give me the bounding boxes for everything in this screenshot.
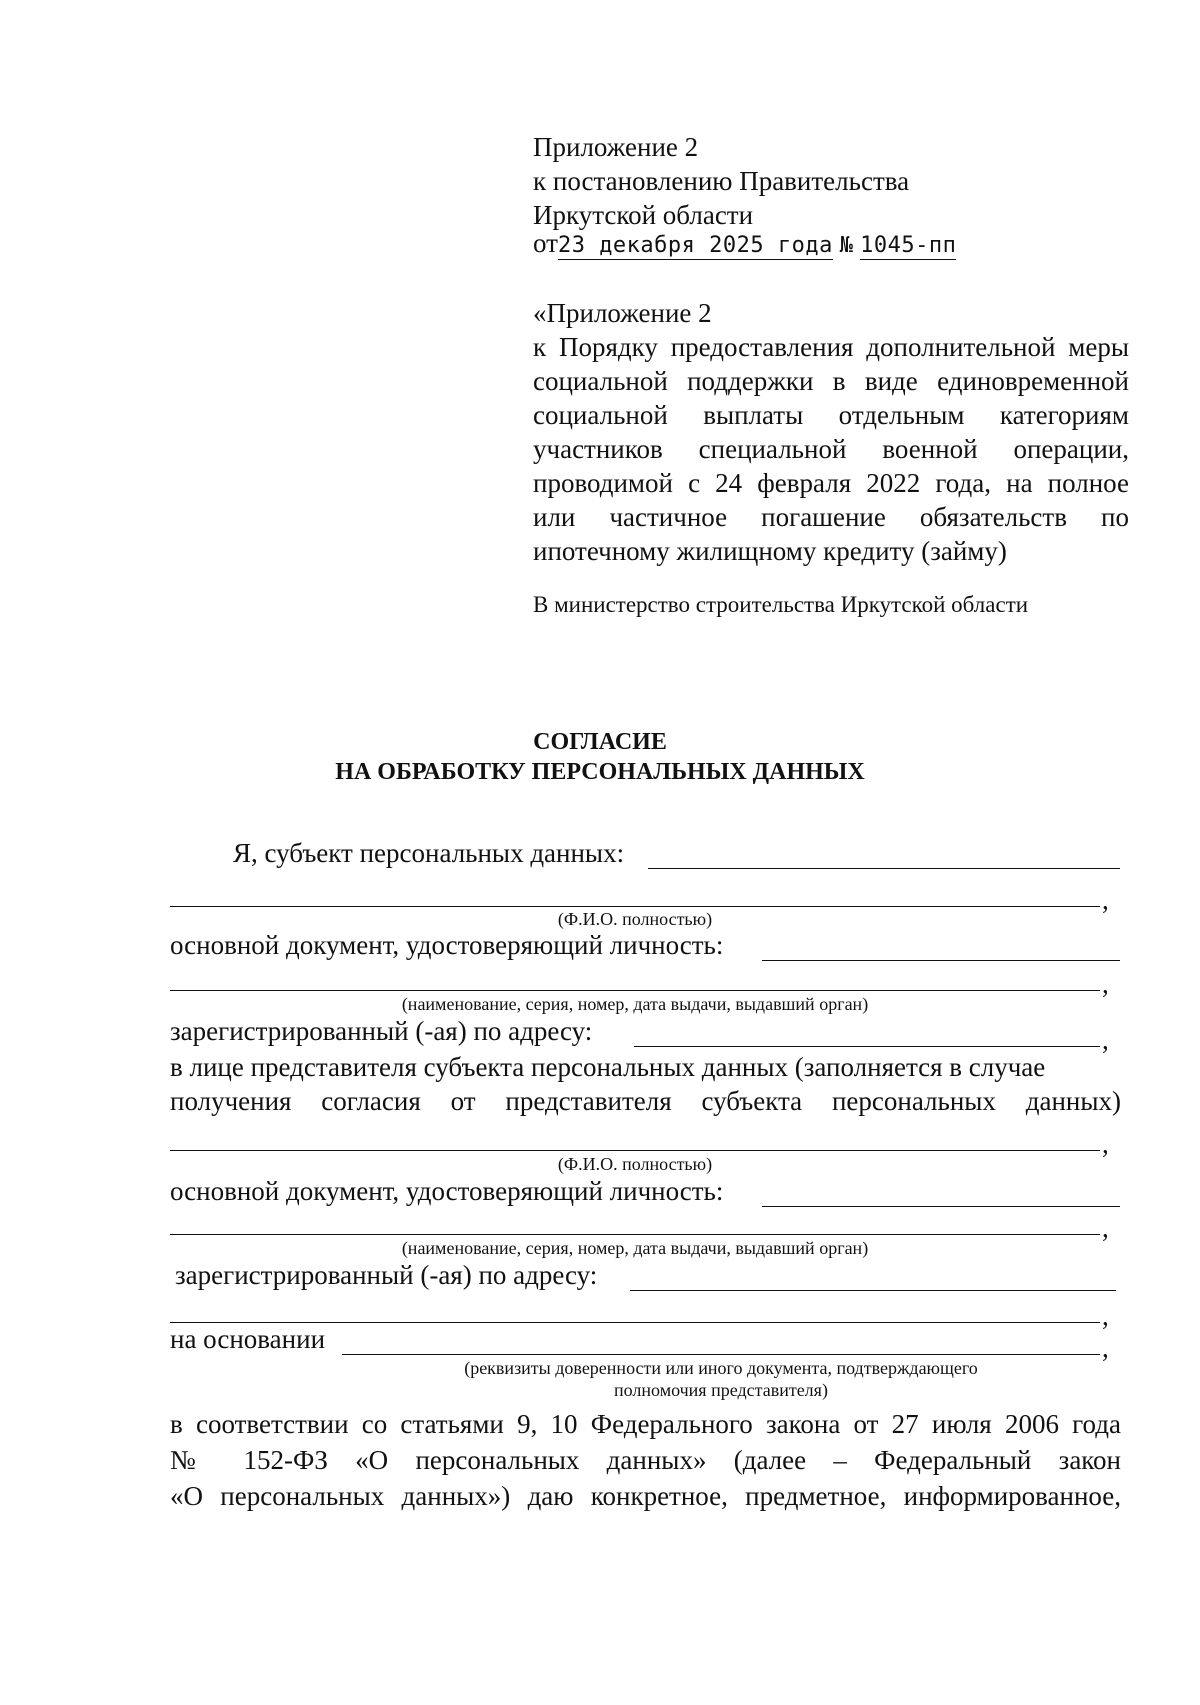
header-number-label: №	[839, 233, 854, 258]
header-number-value: 1045-пп	[860, 233, 957, 258]
representative-name-field[interactable]	[170, 1150, 1100, 1151]
representative-address-label: зарегистрированный (-ая) по адресу:	[175, 1260, 598, 1290]
caption-document: (наименование, серия, номер, дата выдачи, выдавший орган)	[401, 994, 869, 1014]
header-resolution: к постановлению Правительства	[533, 166, 910, 196]
subject-document-label: основной документ, удостоверяющий личность:	[170, 930, 724, 960]
appendix-line: ипотечному жилищному кредиту (займу)	[533, 536, 1007, 566]
comma: ,	[1102, 969, 1109, 999]
comma: ,	[1102, 885, 1109, 915]
document-title: СОГЛАСИЕ	[533, 729, 667, 755]
appendix-line: социальной поддержки в виде единовременной	[533, 366, 1129, 396]
caption-document-representative: (наименование, серия, номер, дата выдачи, выдавший орган)	[401, 1238, 869, 1258]
caption-basis-2: полномочия представителя)	[614, 1380, 828, 1400]
header-date-line	[533, 226, 956, 263]
comma: ,	[1102, 1129, 1109, 1159]
caption-fio: (Ф.И.О. полностью)	[557, 909, 713, 929]
comma: ,	[1102, 1213, 1109, 1243]
representative-document-label: основной документ, удостоверяющий личность:	[170, 1176, 724, 1206]
appendix-line: проводимой с 24 февраля 2022 года, на полное	[533, 468, 1129, 498]
basis-field[interactable]	[342, 1354, 1100, 1355]
consent-paragraph	[170, 1406, 1121, 1514]
representative-address-field[interactable]	[630, 1290, 1116, 1291]
appendix-line: к Порядку предоставления дополнительной меры	[533, 332, 1129, 362]
subject-address-label: зарегистрированный (-ая) по адресу:	[170, 1016, 593, 1046]
consent-line-2: № 152-ФЗ «О персональных данных» (далее – Федеральный закон	[170, 1445, 1121, 1475]
header-date-value: 23 декабря 2025 года	[557, 233, 833, 258]
subject-document-field-continued[interactable]	[170, 990, 1100, 991]
representative-line-1: в лице представителя субъекта персональных данных (заполняется в случае	[170, 1052, 1046, 1082]
consent-line-1: в соответствии со статьями 9, 10 Федерального закона от 27 июля 2006 года	[170, 1409, 1121, 1439]
appendix-title: «Приложение 2	[533, 298, 712, 328]
appendix-line: участников специальной военной операции,	[533, 434, 1129, 464]
comma: ,	[1102, 1025, 1109, 1055]
appendix-line: социальной выплаты отдельным категориям	[533, 400, 1129, 430]
consent-line-3: «О персональных данных») даю конкретное, предметное, информированное,	[170, 1481, 1121, 1511]
subject-address-field[interactable]	[634, 1046, 1100, 1047]
document-subtitle: НА ОБРАБОТКУ ПЕРСОНАЛЬНЫХ ДАННЫХ	[335, 759, 865, 785]
subject-label: Я, субъект персональных данных:	[233, 838, 625, 868]
representative-document-field[interactable]	[762, 1206, 1120, 1207]
header-region: Иркутской области	[533, 200, 754, 230]
header-appendix-number: Приложение 2	[533, 132, 699, 162]
representative-document-field-continued[interactable]	[170, 1234, 1100, 1235]
caption-fio-representative: (Ф.И.О. полностью)	[557, 1154, 713, 1174]
addressee-ministry: В министерство строительства Иркутской области	[533, 592, 1029, 617]
caption-basis-1: (реквизиты доверенности или иного документа, подтверждающего	[464, 1358, 978, 1378]
representative-line-2: получения согласия от представителя субъекта персональных данных)	[170, 1086, 1121, 1116]
comma: ,	[1102, 1301, 1109, 1331]
subject-document-field[interactable]	[762, 960, 1120, 961]
header-date-prefix: от	[533, 228, 558, 258]
appendix-block	[533, 296, 1129, 568]
basis-label: на основании	[170, 1324, 326, 1354]
appendix-line: или частичное погашение обязательств по	[533, 502, 1129, 532]
subject-name-field-continued[interactable]	[170, 906, 1100, 907]
comma: ,	[1102, 1333, 1109, 1363]
subject-name-field[interactable]	[648, 868, 1120, 869]
